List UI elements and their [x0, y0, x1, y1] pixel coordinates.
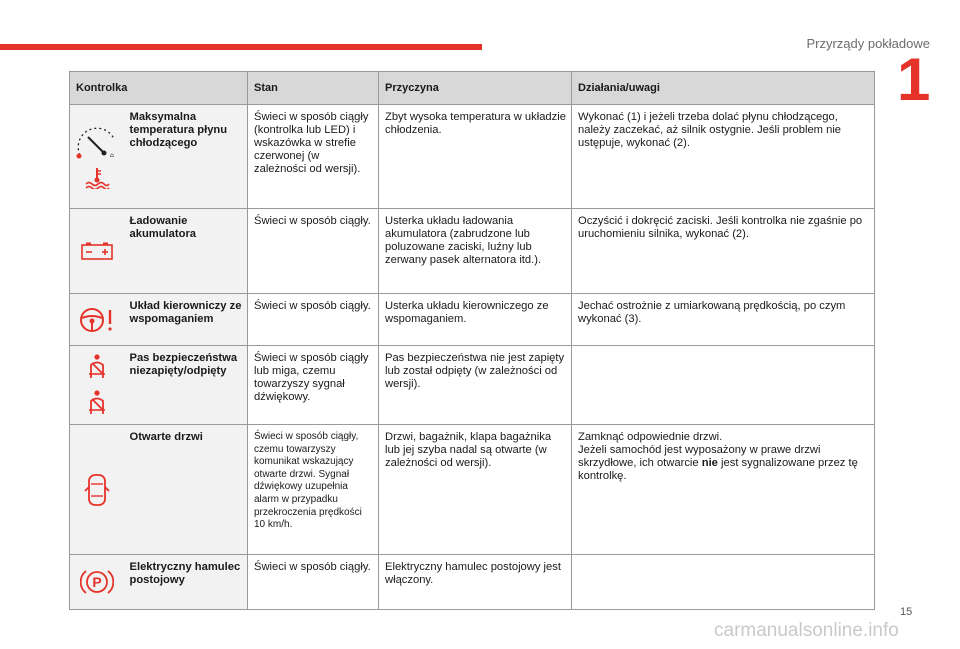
warning-state: Świeci w sposób ciągły (kontrolka lub LED) i wskazówka w strefie czerwonej (w zależności od wersji). — [248, 105, 379, 209]
warning-lights-table — [69, 71, 875, 610]
warning-name: Maksymalna temperatura płynu chłodzącego — [124, 105, 248, 209]
warning-name: Układ kierowniczy ze wspomaganiem — [124, 294, 248, 346]
watermark: carmanualsonline.info — [714, 620, 899, 641]
table-row — [70, 425, 875, 555]
action-line: Zamknąć odpowiednie drzwi. — [578, 431, 723, 443]
warning-cause: Zbyt wysoka temperatura w układzie chłodzenia. — [379, 105, 572, 209]
action-emphasis: nie — [701, 457, 718, 469]
warning-cause: Elektryczny hamulec postojowy jest włączony. — [379, 555, 572, 610]
column-header-stan: Stan — [248, 72, 379, 105]
top-accent-bar — [0, 44, 482, 50]
icon-cell — [70, 555, 124, 610]
icon-cell — [70, 105, 124, 209]
table-header-row — [70, 72, 875, 105]
seatbelt-icon — [86, 354, 108, 380]
icon-cell — [70, 425, 124, 555]
svg-text:⌂: ⌂ — [109, 151, 114, 159]
door-open-icon — [84, 473, 110, 507]
column-header-kontrolka: Kontrolka — [70, 72, 248, 105]
page-number: 15 — [900, 606, 913, 618]
svg-text:P: P — [92, 574, 102, 590]
icon-cell — [70, 209, 124, 294]
warning-state: Świeci w sposób ciągły, czemu towarzyszy komunikat wskazujący otwarte drzwi. Sygnał dźwiękowy uzupełnia alarm w przypadku przekroczenia prędkości 10 km/h. — [248, 425, 379, 555]
table-row — [70, 294, 875, 346]
warning-name: Elektryczny hamulec postojowy — [124, 555, 248, 610]
icon-cell — [70, 346, 124, 425]
table-row — [70, 346, 875, 425]
section-title: Przyrządy pokładowe — [806, 36, 930, 51]
warning-action: Wykonać (1) i jeżeli trzeba dolać płynu chłodzącego, należy zaczekać, aż silnik ostygnie. Jeśli problem nie ustępuje, wykonać (2). — [572, 105, 875, 209]
warning-name: Ładowanie akumulatora — [124, 209, 248, 294]
warning-state: Świeci w sposób ciągły. — [248, 294, 379, 346]
table-row — [70, 209, 875, 294]
temperature-gauge-icon — [74, 125, 120, 159]
warning-action — [572, 346, 875, 425]
warning-action — [572, 555, 875, 610]
table-row — [70, 105, 875, 209]
warning-state: Świeci w sposób ciągły. — [248, 555, 379, 610]
column-header-przyczyna: Przyczyna — [379, 72, 572, 105]
warning-state: Świeci w sposób ciągły lub miga, czemu towarzyszy sygnał dźwiękowy. — [248, 346, 379, 425]
power-steering-icon — [78, 307, 116, 333]
column-header-dzialania: Działania/uwagi — [572, 72, 875, 105]
coolant-temperature-icon — [84, 167, 110, 189]
warning-action: Oczyścić i dokręcić zaciski. Jeśli kontrolka nie zgaśnie po uruchomieniu silnika, wykonać (2). — [572, 209, 875, 294]
battery-icon — [81, 242, 113, 260]
action-text: Jeżeli samochód jest wyposażony w prawe drzwi skrzydłowe, ich otwarcie — [578, 444, 821, 469]
warning-cause: Usterka układu ładowania akumulatora (zabrudzone lub poluzowane zaciski, luźny lub zerwany pasek alternatora itd.). — [379, 209, 572, 294]
action-text-end: jest sygnalizowane przez tę kontrolkę. — [578, 457, 858, 482]
warning-cause: Drzwi, bagażnik, klapa bagażnika lub jej szyba nadal są otwarte (w zależności od wersji). — [379, 425, 572, 555]
seatbelt-icon — [86, 390, 108, 416]
warning-cause: Usterka układu kierowniczego ze wspomaganiem. — [379, 294, 572, 346]
warning-name: Pas bezpieczeństwa niezapięty/odpięty — [124, 346, 248, 425]
warning-cause: Pas bezpieczeństwa nie jest zapięty lub został odpięty (w zależności od wersji). — [379, 346, 572, 425]
table-row — [70, 555, 875, 610]
warning-name: Otwarte drzwi — [124, 425, 248, 555]
parking-brake-icon — [80, 568, 114, 596]
warning-action — [572, 425, 875, 555]
warning-state: Świeci w sposób ciągły. — [248, 209, 379, 294]
icon-cell — [70, 294, 124, 346]
chapter-number: 1 — [897, 46, 931, 113]
warning-action: Jechać ostrożnie z umiarkowaną prędkością, po czym wykonać (3). — [572, 294, 875, 346]
